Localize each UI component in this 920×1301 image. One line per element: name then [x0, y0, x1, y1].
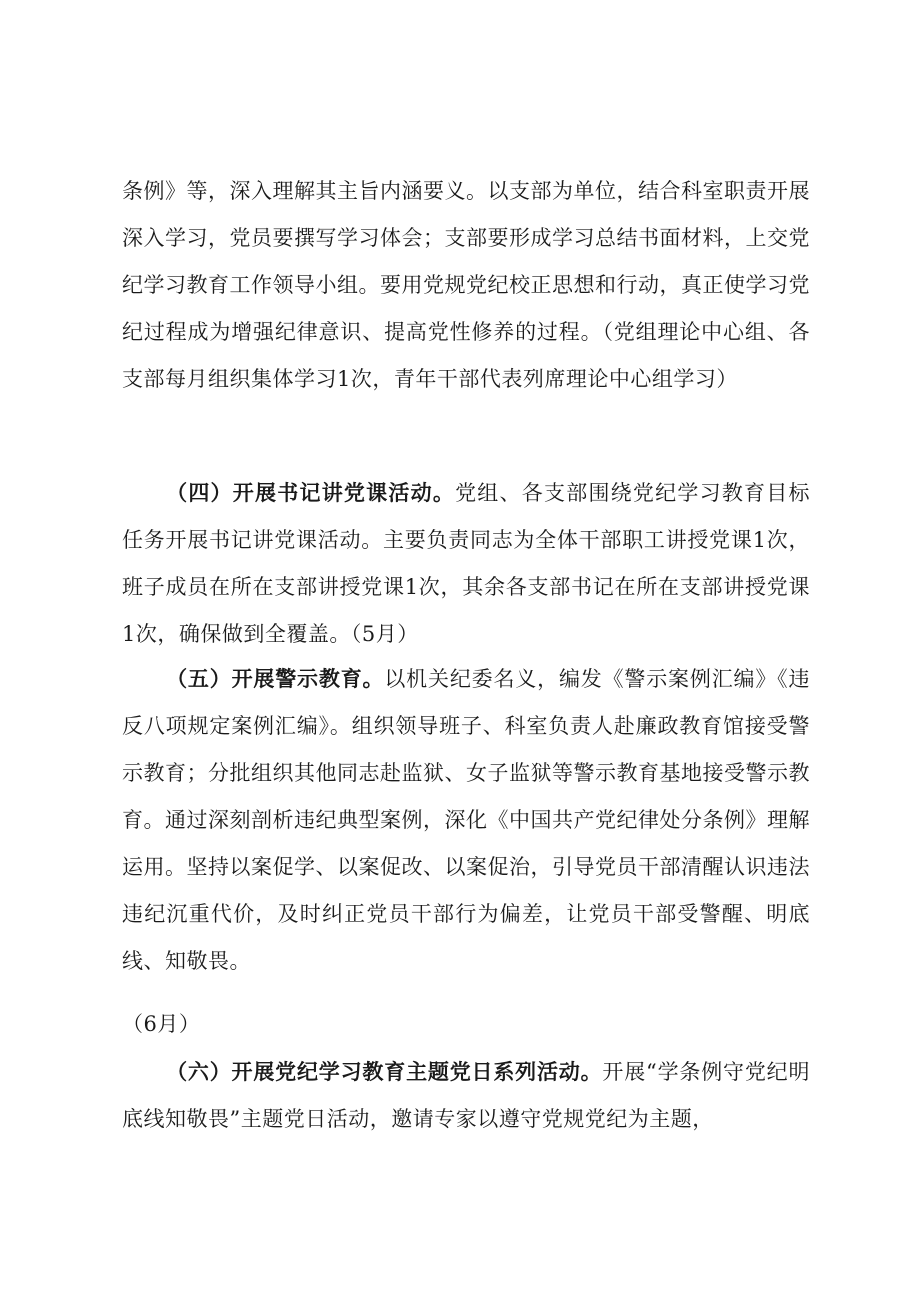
paragraph-theme-day [122, 1048, 810, 1143]
section-heading-four: （四）开展书记讲党课活动。 [166, 480, 456, 505]
date-note: （6月） [122, 1012, 201, 1036]
paragraph-body: 条例》等，深入理解其主旨内涵要义。以支部为单位，结合科室职责开展深入学习，党员要撰写学习体会；支部要形成学习总结书面材料，上交党纪学习教育工作领导小组。要用党规党纪校正思想和行动，真正使学习党纪过程成为增强纪律意识、提高党性修养的过程。（党组理论中心组、各支部每月组织集体学习1次，青年干部代表列席理论中心组学习） [122, 179, 810, 391]
paragraph-date-note [122, 1001, 810, 1048]
section-heading-six: （六）开展党纪学习教育主题党日系列活动。 [166, 1059, 603, 1084]
paragraph-party-lecture [122, 469, 810, 658]
paragraph-body: 开展“学条例守党纪明底线知敬畏”主题党日活动，邀请专家以遵守党规党纪为主题， [122, 1060, 810, 1131]
paragraph-warning-education [122, 655, 810, 985]
paragraph-body: 党组、各支部围绕党纪学习教育目标任务开展书记讲党课活动。主要负责同志为全体干部职工讲授党课1次，班子成员在所在支部讲授党课1次，其余各支部书记在所在支部讲授党课1次，确保做到全覆盖。（5月） [122, 481, 811, 646]
section-heading-five: （五）开展警示教育。 [166, 666, 385, 691]
paragraph-body: 以机关纪委名义，编发《警示案例汇编》《违反八项规定案例汇编》。组织领导班子、科室负责人赴廉政教育馆接受警示教育；分批组织其他同志赴监狱、女子监狱等警示教育基地接受警示教育。通过深刻剖析违纪典型案例，深化《中国共产党纪律处分条例》理解运用。坚持以案促学、以案促改、以案促治，引导党员干部清醒认识违法违纪沉重代价，及时纠正党员干部行为偏差，让党员干部受警醒、明底线、知敬畏。 [122, 667, 811, 973]
paragraph-study-requirements [122, 168, 810, 403]
